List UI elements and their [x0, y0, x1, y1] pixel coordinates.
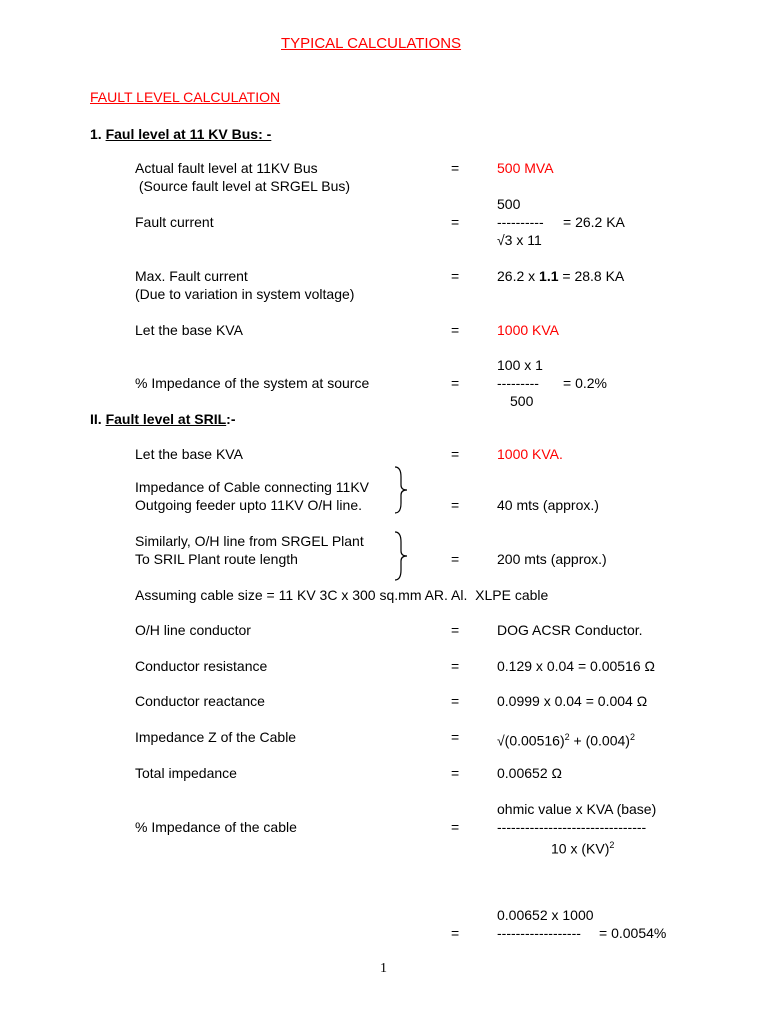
page-number: 1	[380, 961, 387, 976]
section-2-heading	[90, 411, 235, 428]
cable-impedance-z-label: Impedance Z of the Cable	[135, 729, 297, 745]
section-title: FAULT LEVEL CALCULATION	[90, 89, 281, 105]
right-brace-icon	[393, 465, 411, 515]
voltage-variation-note: (Due to variation in system voltage)	[135, 286, 355, 302]
cable-impedance-denominator	[551, 837, 614, 858]
cable-impedance-numerator: ohmic value x KVA (base)	[497, 801, 657, 817]
equals-sign: =	[451, 268, 460, 284]
section-1-number: 1.	[90, 126, 106, 142]
cable-impedance-denominator-text: 10 x (KV)	[551, 840, 610, 857]
source-impedance-denominator: 500	[510, 393, 534, 409]
section-1-heading-text: Faul level at 11 KV Bus: -	[105, 126, 272, 142]
base-kva-label: Let the base KVA	[135, 322, 243, 338]
equals-sign: =	[451, 375, 460, 391]
max-fault-current-result: = 28.8 KA	[558, 268, 625, 284]
equals-sign: =	[451, 551, 460, 567]
section-2-number: II.	[90, 411, 106, 427]
equals-sign: =	[451, 160, 460, 176]
equals-sign: =	[451, 693, 460, 709]
section-2-heading-text: Fault level at SRIL	[105, 411, 227, 427]
source-fault-level-note: (Source fault level at SRGEL Bus)	[135, 178, 351, 194]
equals-sign: =	[451, 729, 460, 745]
equals-sign: =	[451, 819, 460, 835]
section-1-heading	[90, 126, 271, 143]
cable-impedance-z-value	[497, 729, 635, 750]
max-fault-current-label: Max. Fault current	[135, 268, 248, 284]
base-kva-label: Let the base KVA	[135, 446, 243, 462]
source-impedance-label: % Impedance of the system at source	[135, 375, 370, 391]
source-impedance-fraction-line: ---------	[497, 375, 539, 391]
calc-result: = 0.0054%	[599, 925, 667, 941]
max-fault-current-base: 26.2 x	[497, 268, 540, 284]
cable-impedance-label-line1: Impedance of Cable connecting 11KV	[135, 479, 370, 495]
calc-numerator: 0.00652 x 1000	[497, 907, 594, 923]
equals-sign: =	[451, 622, 460, 638]
total-impedance-label: Total impedance	[135, 765, 237, 781]
cable-percent-impedance-label: % Impedance of the cable	[135, 819, 297, 835]
source-impedance-result: = 0.2%	[563, 375, 607, 391]
base-kva-value: 1000 KVA	[497, 322, 560, 338]
oh-line-label-line1: Similarly, O/H line from SRGEL Plant	[135, 533, 364, 549]
cable-size-assumption: Assuming cable size = 11 KV 3C x 300 sq.mm AR. Al. XLPE cable	[135, 587, 549, 603]
equals-sign: =	[451, 658, 460, 674]
max-fault-current-factor: 1.1	[539, 268, 559, 284]
actual-fault-level-value: 500 MVA	[497, 160, 554, 176]
oh-line-length-value: 200 mts (approx.)	[497, 551, 607, 567]
fault-current-denominator: √3 x 11	[497, 232, 542, 248]
equals-sign: =	[451, 322, 460, 338]
equals-sign: =	[451, 497, 460, 513]
z-exponent: 2	[629, 732, 635, 742]
equals-sign: =	[451, 446, 460, 462]
source-impedance-numerator: 100 x 1	[497, 357, 543, 373]
z-exponent: 2	[564, 732, 570, 742]
conductor-reactance-value: 0.0999 x 0.04 = 0.004 Ω	[497, 693, 648, 709]
conductor-value: DOG ACSR Conductor.	[497, 622, 643, 638]
z-resistance-term: √(0.00516)	[497, 732, 565, 749]
conductor-reactance-label: Conductor reactance	[135, 693, 265, 709]
total-impedance-value: 0.00652 Ω	[497, 765, 562, 781]
document-title: TYPICAL CALCULATIONS	[281, 35, 462, 52]
z-reactance-term: + (0.004)	[569, 732, 630, 749]
conductor-resistance-value: 0.129 x 0.04 = 0.00516 Ω	[497, 658, 655, 674]
calc-fraction-line: ------------------	[497, 925, 581, 941]
fault-current-numerator: 500	[497, 196, 521, 212]
cable-length-value: 40 mts (approx.)	[497, 497, 599, 513]
oh-line-label-line2: To SRIL Plant route length	[135, 551, 298, 567]
cable-impedance-fraction-line: --------------------------------	[497, 819, 647, 835]
equals-sign: =	[451, 765, 460, 781]
kv-exponent: 2	[609, 840, 615, 850]
cable-impedance-label-line2: Outgoing feeder upto 11KV O/H line.	[135, 497, 362, 513]
section-2-heading-suffix: :-	[226, 411, 236, 427]
equals-sign: =	[451, 214, 460, 230]
conductor-label: O/H line conductor	[135, 622, 251, 638]
fault-current-fraction-line: ----------	[497, 214, 544, 230]
fault-current-result: = 26.2 KA	[563, 214, 625, 230]
max-fault-current-value	[497, 268, 624, 285]
equals-sign: =	[451, 925, 460, 941]
actual-fault-level-label: Actual fault level at 11KV Bus	[135, 160, 318, 176]
fault-current-label: Fault current	[135, 214, 214, 230]
right-brace-icon	[393, 530, 411, 582]
conductor-resistance-label: Conductor resistance	[135, 658, 268, 674]
base-kva-value: 1000 KVA.	[497, 446, 563, 462]
